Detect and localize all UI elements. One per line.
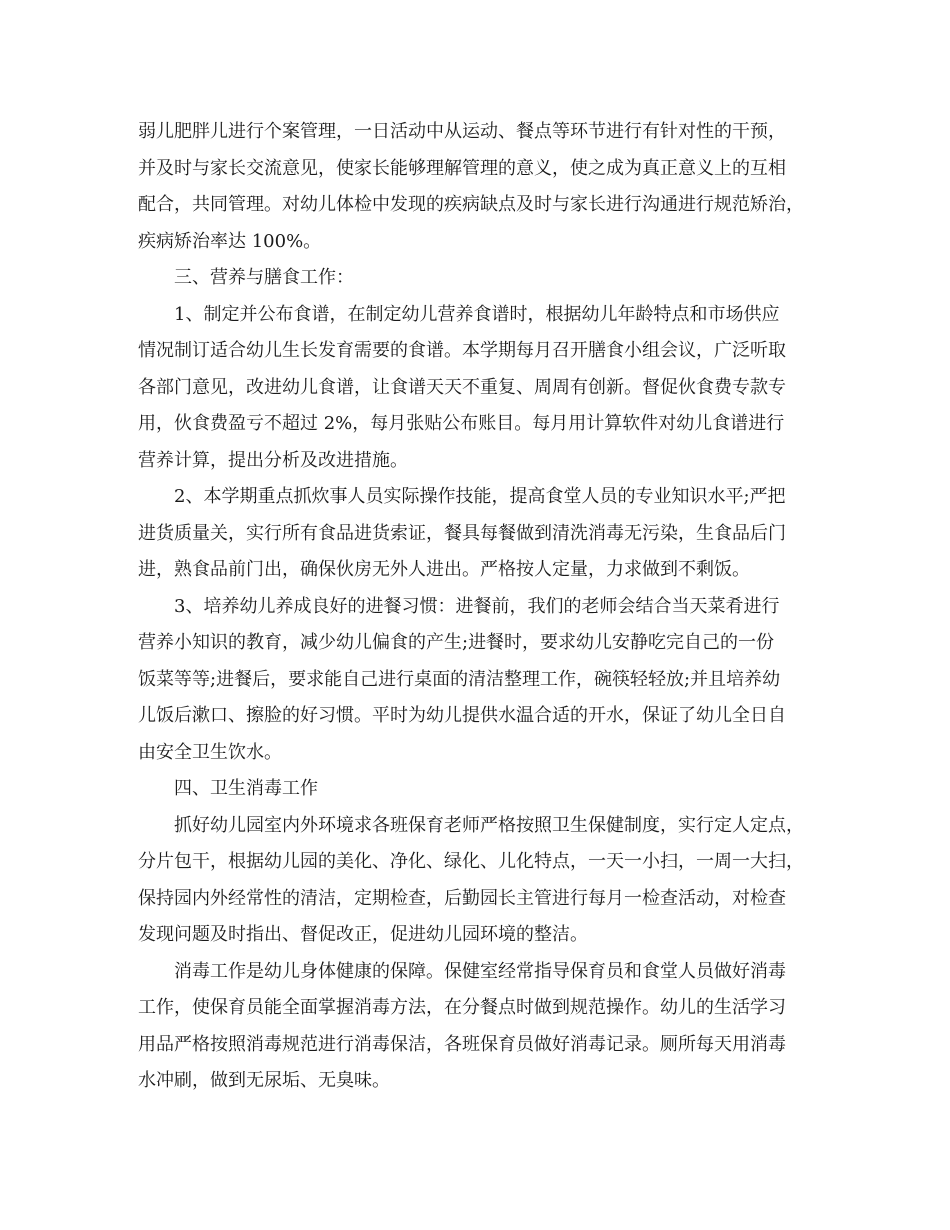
text-line: 用，伙食费盈亏不超过 2%，每月张贴公布账目。每月用计算软件对幼儿食谱进行 <box>138 413 785 434</box>
text-line: 进，熟食品前门出，确保伙房无外人进出。严格按人定量，力求做到不剩饭。 <box>138 559 750 580</box>
text-line: 进货质量关，实行所有食品进货索证，餐具每餐做到清洗消毒无污染，生食品后门 <box>138 522 786 544</box>
text-line: 由安全卫生饮水。 <box>138 741 282 763</box>
text-line: 各部门意见，改进幼儿食谱，让食谱天天不重复、周周有创新。督促伙食费专款专 <box>138 376 786 398</box>
text-line: 水冲刷，做到无尿垢、无臭味。 <box>138 1070 390 1091</box>
document-body <box>138 114 828 1100</box>
text-line: 疾病矫治率达 100%。 <box>138 230 322 252</box>
text-line: 用品严格按照消毒规范进行消毒保洁，各班保育员做好消毒记录。厕所每天用消毒 <box>138 1033 786 1055</box>
text-line: 3、培养幼儿养成良好的进餐习惯：进餐前，我们的老师会结合当天菜肴进行 <box>138 595 780 617</box>
text-line: 配合，共同管理。对幼儿体检中发现的疾病缺点及时与家长进行沟通进行规范矫治， <box>138 194 804 215</box>
text-line: 保持园内外经常性的清洁，定期检查，后勤园长主管进行每月一检查活动，对检查 <box>138 887 786 909</box>
text-line: 饭菜等等;进餐后，要求能自己进行桌面的清洁整理工作，碗筷轻轻放;并且培养幼 <box>138 668 781 690</box>
section-heading-nutrition: 三、营养与膳食工作： <box>138 267 354 288</box>
text-line: 营养计算，提出分析及改进措施。 <box>138 449 408 471</box>
text-line: 2、本学期重点抓炊事人员实际操作技能，提高食堂人员的专业知识水平;严把 <box>138 486 786 507</box>
text-line: 弱儿肥胖儿进行个案管理，一日活动中从运动、餐点等环节进行有针对性的干预， <box>138 121 786 142</box>
text-line: 消毒工作是幼儿身体健康的保障。保健室经常指导保育员和食堂人员做好消毒 <box>138 960 786 982</box>
text-line: 并及时与家长交流意见，使家长能够理解管理的意义，使之成为真正意义上的互相 <box>138 157 786 179</box>
text-line: 1、制定并公布食谱，在制定幼儿营养食谱时，根据幼儿年龄特点和市场供应 <box>138 303 780 325</box>
text-line: 发现问题及时指出、督促改正，促进幼儿园环境的整洁。 <box>138 924 588 945</box>
text-line: 分片包干，根据幼儿园的美化、净化、绿化、儿化特点，一天一小扫，一周一大扫， <box>138 851 804 872</box>
section-heading-hygiene: 四、卫生消毒工作 <box>138 778 318 799</box>
text-line: 抓好幼儿园室内外环境求各班保育老师严格按照卫生保健制度，实行定人定点， <box>138 814 804 836</box>
text-line: 营养小知识的教育，减少幼儿偏食的产生;进餐时，要求幼儿安静吃完自己的一份 <box>138 632 775 653</box>
text-line: 儿饭后漱口、擦脸的好习惯。平时为幼儿提供水温合适的开水，保证了幼儿全日自 <box>138 705 786 726</box>
text-line: 情况制订适合幼儿生长发育需要的食谱。本学期每月召开膳食小组会议，广泛听取 <box>138 340 786 361</box>
text-line: 工作，使保育员能全面掌握消毒方法，在分餐点时做到规范操作。幼儿的生活学习 <box>138 997 786 1018</box>
